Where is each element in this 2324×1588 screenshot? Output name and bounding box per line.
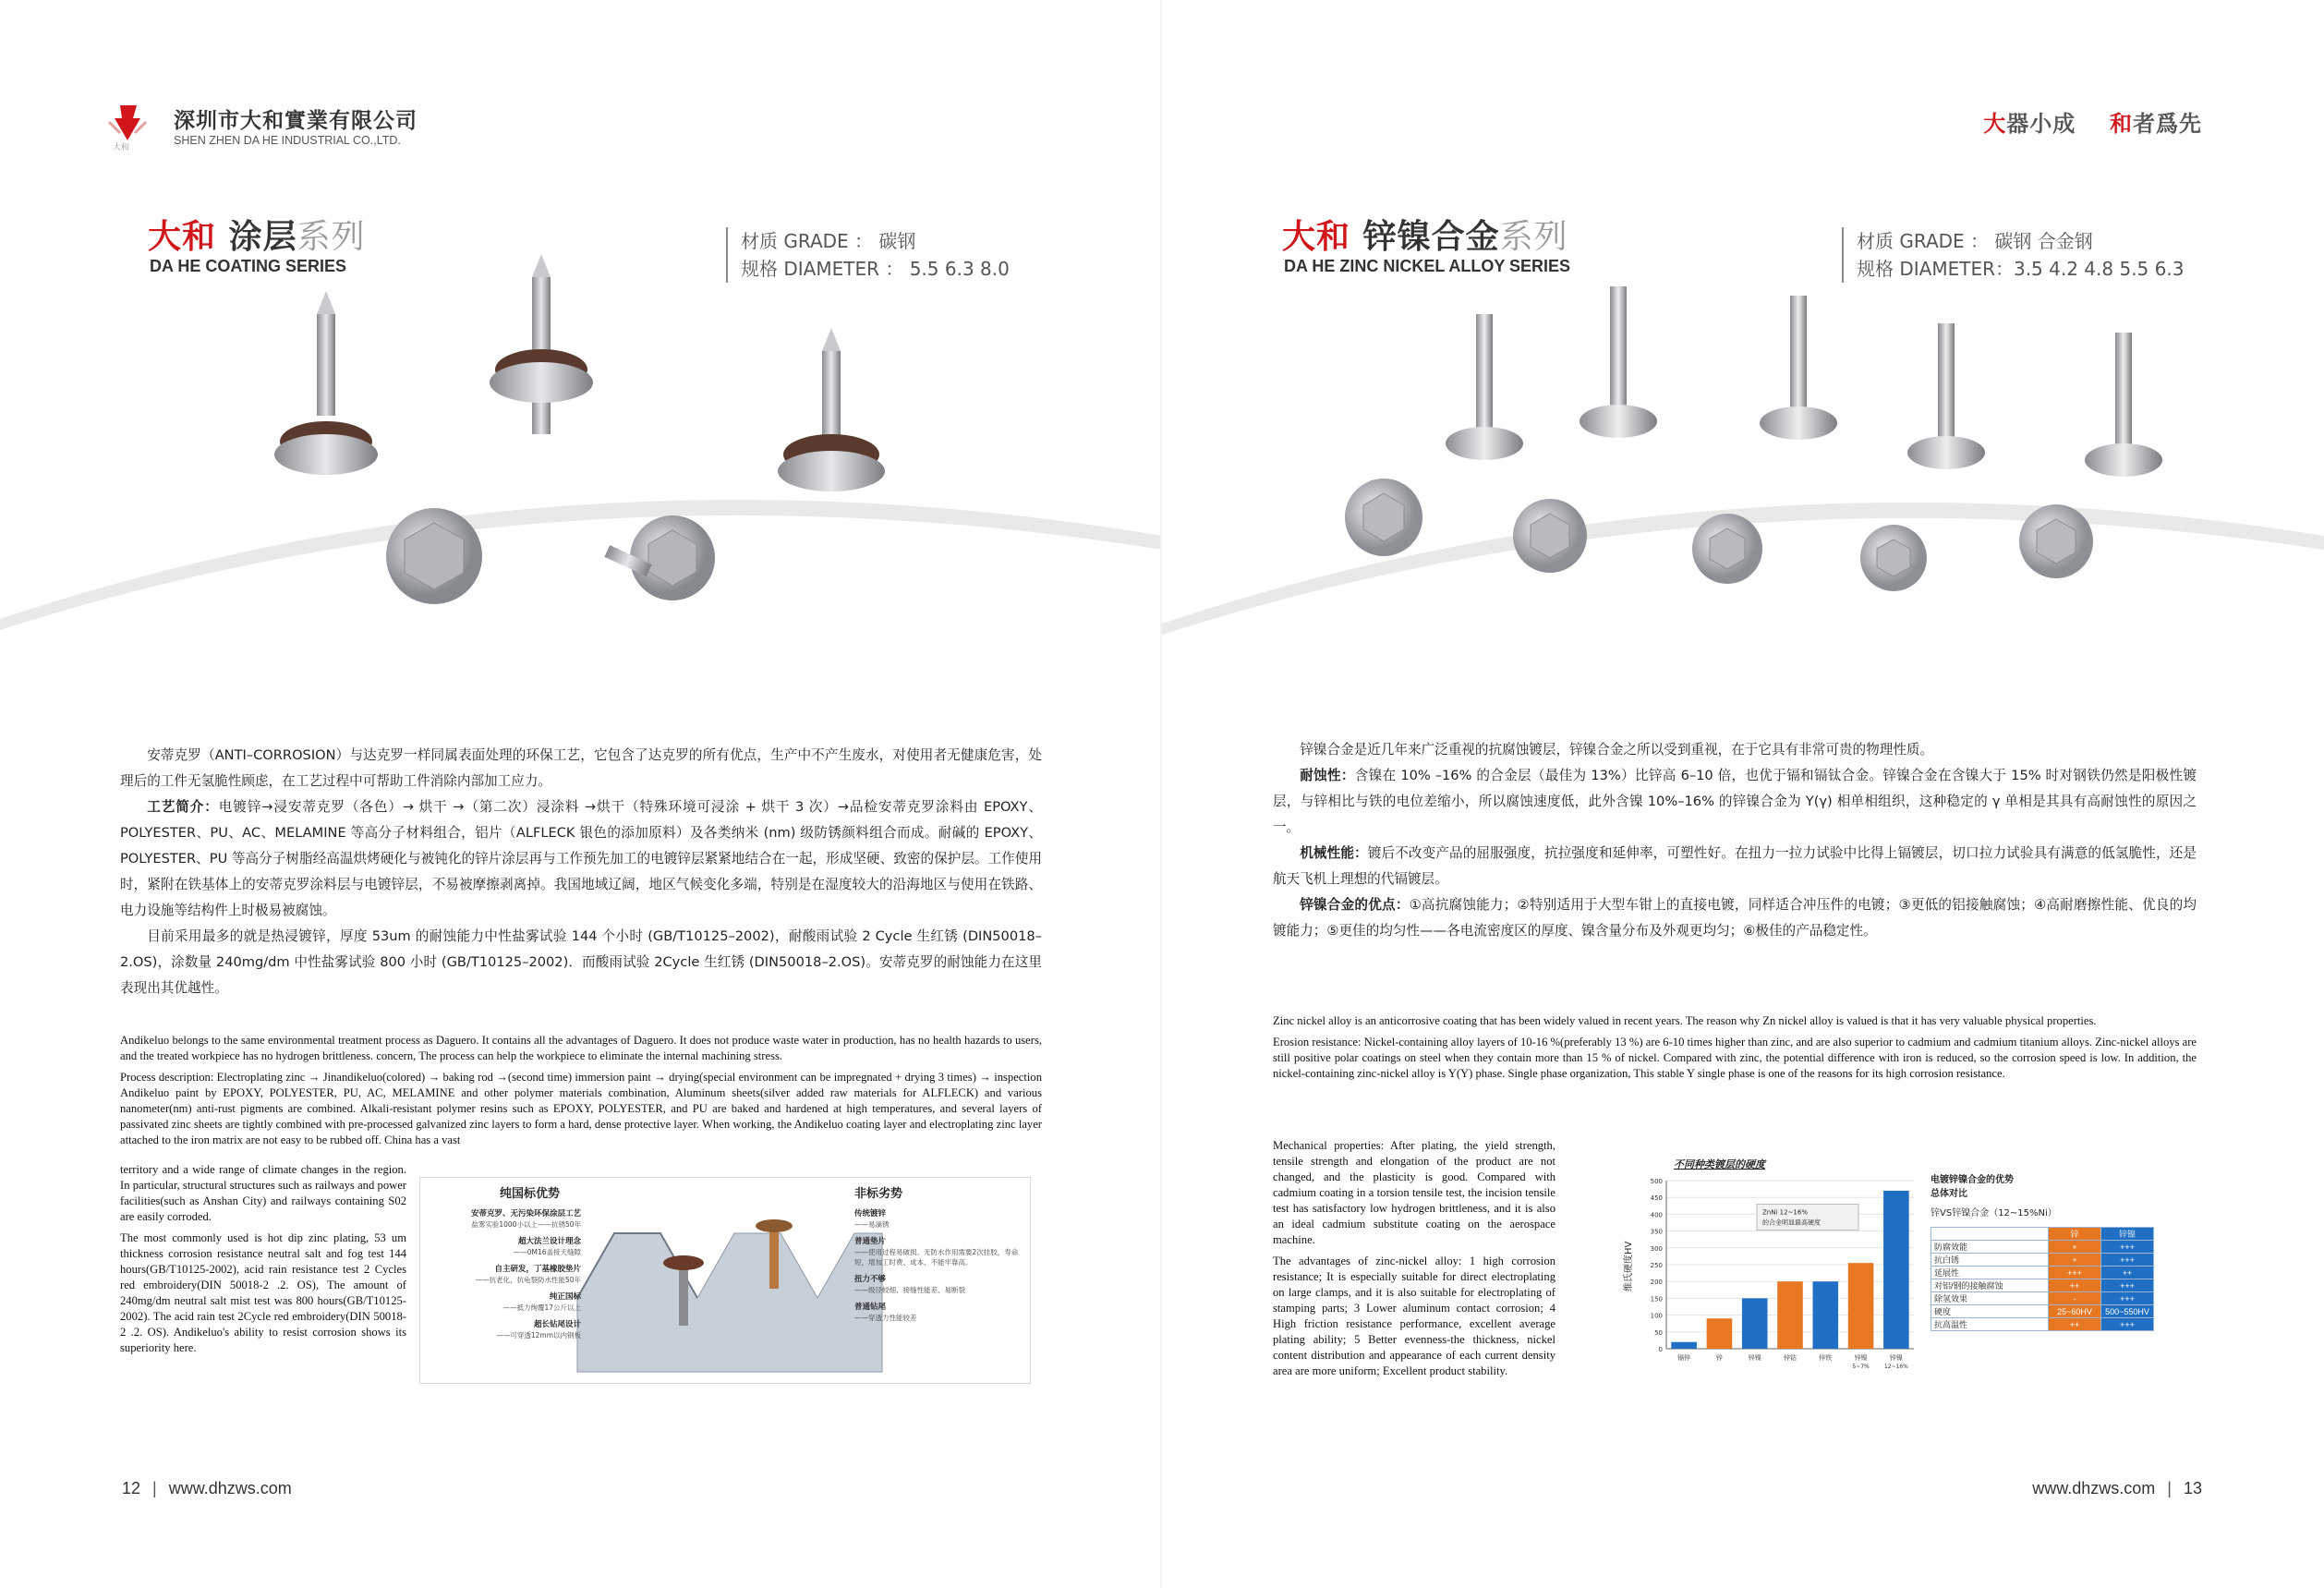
- chart-bar: [1707, 1318, 1733, 1349]
- x-tick-sublabel: 5~7%: [1852, 1364, 1870, 1370]
- zinc-vs-znni-table: [1931, 1227, 2154, 1331]
- table-cell: 对铝/钢的接触腐蚀: [1931, 1279, 2049, 1292]
- y-tick-label: 200: [1650, 1279, 1663, 1287]
- diagram-item: 传统镀锌 ——易滴锈: [854, 1209, 890, 1229]
- y-tick-label: 100: [1650, 1312, 1663, 1320]
- y-tick-label: 0: [1658, 1346, 1663, 1353]
- table-cell: 500~550HV: [2101, 1305, 2154, 1318]
- en-body: [120, 1033, 1042, 1154]
- diagram-title-left: 纯国标优势: [500, 1187, 561, 1201]
- table-cell: -: [2049, 1292, 2101, 1305]
- table-row: [1931, 1292, 2154, 1305]
- table-row: [1931, 1305, 2154, 1318]
- cn-paragraph: 机械性能：镀后不改变产品的屈服强度，抗拉强度和延伸率，可塑性好。在扭力一拉力试验中比得上镉镀层，切口拉力试验具有满意的低氢脆性，还是航天飞机上理想的代镉镀层。: [1273, 845, 2197, 887]
- table-cell: +++: [2101, 1241, 2154, 1254]
- diagram-item: 自主研发，丁基橡胶垫片 ——抗老化，抗龟裂防水性能50年: [475, 1265, 581, 1284]
- table-cell: 抗高温性: [1931, 1318, 2049, 1331]
- en-paragraph: The most commonly used is hot dip zinc plating, 53 um thickness corrosion resistance neutral salt and fog test 144 hours(GB/T10125-2002), acid rain resistance test 2 Cycles red embroidery(DIN 50018-2 .2. OS), The amount of 240mg/dm neutral salt mist test was 800 hours(GB/T10125-2002). The acid rain test 2Cycle red embroidery(DIN 50018-2 .2. OS). Andikeluo's ability to resist corrosion shows its superiority here.: [120, 1231, 406, 1354]
- en-body: [1273, 1013, 2197, 1087]
- table-row: [1931, 1279, 2154, 1292]
- table-header-cell: [1931, 1228, 2049, 1241]
- chart-bar: [1848, 1263, 1874, 1349]
- en-column: [120, 1162, 406, 1362]
- y-tick-label: 250: [1650, 1262, 1663, 1269]
- table-cell: ++: [2049, 1318, 2101, 1331]
- cn-paragraph: 安蒂克罗（ANTI–CORROSION）与达克罗一样同属表面处理的环保工艺，它包含了达克罗的所有优点，生产中不产生废水，对使用者无健康危害，处理后的工件无氢脆性顾虑，在工艺过程中可帮助工件消除内部加工应力。: [120, 747, 1042, 789]
- diameter-text: 规格 DIAMETER ： 5.5 6.3 8.0: [741, 258, 1010, 280]
- diagram-item: 超长钻尾设计 ——可穿透12mm以内钢板: [496, 1320, 581, 1339]
- website-link[interactable]: www.dhzws.com: [2032, 1479, 2156, 1497]
- table-cell: 防腐效能: [1931, 1241, 2049, 1254]
- en-paragraph: Process description: Electroplating zinc → Jinandikeluo(colored) → baking rod →(second time) immersion paint → drying(special environment can be impregnated + drying 3 times) → inspection Andikeluo paint by EPOXY, POLYESTER, PU, AC, MELAMINE and other polymer materials combination, Aluminum sheets(silver added raw materials for ALFLECK) and various nanometer(nm) anti-rust pigments are combined. Alkali-resistant polymer resins such as EPOXY, POLYESTER, and PU are baked and hardened at high temperatures, and several layers of passivated zinc sheets are tightly combined with pre-processed galvanized zinc layers to form a hard, dense protective layer. When working, the Andikeluo coating layer and electroplating zinc layer attached to the iron matrix are not easy to be rubbed off. China has a vast: [120, 1071, 1042, 1146]
- table-cell: 25~60HV: [2049, 1305, 2101, 1318]
- table-cell: ++: [2049, 1279, 2101, 1292]
- chart-annotation: 的合金明显最高硬度: [1762, 1218, 1821, 1227]
- x-tick-label: 锌镍: [1748, 1354, 1761, 1362]
- table-cell: +: [2049, 1241, 2101, 1254]
- company-name-en: SHEN ZHEN DA HE INDUSTRIAL CO.,LTD.: [174, 134, 401, 147]
- series-title: 大和 涂层系列: [148, 218, 366, 256]
- table-cell: +++: [2101, 1292, 2154, 1305]
- series-title: 大和 锌镍合金系列: [1282, 218, 1568, 256]
- table-cell: 硬度: [1931, 1305, 2049, 1318]
- y-tick-label: 400: [1650, 1211, 1663, 1219]
- x-tick-sublabel: 12~16%: [1883, 1364, 1908, 1370]
- chart-bar: [1671, 1342, 1697, 1349]
- hardness-chart-panel: [1618, 1153, 2209, 1395]
- cn-paragraph: 目前采用最多的就是热浸镀锌，厚度 53um 的耐蚀能力中性盐雾试验 144 个小时 (GB/T10125–2002)，耐酸雨试验 2 Cycle 生红锈 (DIN50018–2.OS)，涂数量 240mg/dm 中性盐雾试验 800 小时 (GB/T10125–2002)．而酸雨试验 2Cycle 生红锈 (DIN50018–2.OS)。安蒂克罗的耐蚀能力在这里表现出其优越性。: [120, 928, 1042, 996]
- advantage-diagram: [419, 1177, 1031, 1384]
- y-tick-label: 50: [1654, 1328, 1663, 1337]
- y-tick-label: 150: [1650, 1295, 1663, 1303]
- table-header-cell: 锌镍: [2101, 1228, 2154, 1241]
- x-tick-label: 锌镍: [1854, 1354, 1868, 1362]
- grade-text: 材质 GRADE ： 碳钢: [741, 230, 916, 252]
- cn-paragraph: 锌镍合金的优点：①高抗腐蚀能力；②特别适用于大型车钳上的直接电镀，同样适合冲压件的电镀；③更低的铝接触腐蚀；④高耐磨擦性能、优良的均镀能力；⑤更佳的均匀性——各电流密度区的厚度、镍含量分布及外观更均匀；⑥极佳的产品稳定性。: [1273, 897, 2197, 939]
- en-paragraph: Mechanical properties: After plating, the yield strength, tensile strength and elongation of the product are not changed, and the plasticity is good. Compared with cadmium coating in a torsion tensile test, the incision tensile test has satisfactory low hydrogen brittleness, and it is also an ideal cadmium substitute coating on the aerospace machine.: [1273, 1139, 1555, 1246]
- cn-body: [1273, 737, 2197, 944]
- table-cell: ++: [2101, 1267, 2154, 1279]
- spec-block: [726, 227, 1010, 283]
- table-cell: 延展性: [1931, 1267, 2049, 1279]
- y-tick-label: 300: [1650, 1244, 1663, 1253]
- x-tick-label: 锌: [1715, 1354, 1723, 1362]
- en-paragraph: territory and a wide range of climate changes in the region. In particular, structural structures such as railways and power facilities(such as Anshan City) and railways containing S02 are easily corroded.: [120, 1163, 406, 1223]
- company-logo: [100, 100, 155, 153]
- table-header-row: [1931, 1228, 2154, 1241]
- table-row: [1931, 1241, 2154, 1254]
- x-tick-label: 锌镍: [1889, 1354, 1903, 1362]
- table-row: [1931, 1254, 2154, 1267]
- y-axis-label: 维氏硬度HV: [1624, 1241, 1634, 1291]
- x-tick-label: 锌铁: [1819, 1354, 1833, 1362]
- y-tick-label: 350: [1650, 1228, 1663, 1236]
- diagram-item: 普通垫片 ——使用过程易破损、无防水作用需要2次挂胶，寿命短，增加工时费、成本、不能牢靠高。: [854, 1237, 1019, 1267]
- diagram-item: 普通钻尾 ——穿透力性能较差: [854, 1303, 917, 1322]
- y-tick-label: 500: [1650, 1178, 1663, 1185]
- website-link[interactable]: www.dhzws.com: [168, 1479, 292, 1497]
- logo-small-text: 大和: [113, 143, 130, 152]
- chart-bar: [1883, 1191, 1909, 1349]
- cn-body: [120, 743, 1042, 1001]
- cn-paragraph: 工艺简介：电镀锌→浸安蒂克罗（各色）→ 烘干 →（第二次）浸涂料 →烘干（特殊环境可浸涂 + 烘干 3 次）→品检安蒂克罗涂料由 EPOXY、POLYESTER、PU、AC、MELAMINE 等高分子材料组合，铝片（ALFLECK 银色的添加原料）及各类纳米 (nm) 级防锈颜料组合而成。耐碱的 EPOXY、POLYESTER、PU 等高分子树脂经高温烘烤硬化与被钝化的锌片涂层再与工作预先加工的电镀锌层紧紧地结合在一起，形成坚硬、致密的保护层。工作使用时，紧附在铁基体上的安蒂克罗涂料层与电镀锌层，不易被摩擦剥离掉。我国地域辽阔，地区气候变化多端，特别是在湿度较大的沿海地区与使用在铁路、电力设施等结构件上时极易被腐蚀。: [120, 799, 1042, 918]
- table-cell: +++: [2049, 1267, 2101, 1279]
- table-cell: 除氢效果: [1931, 1292, 2049, 1305]
- page-number: 13: [2183, 1479, 2202, 1497]
- diagram-right-list: [854, 1209, 1021, 1330]
- table-cell: +++: [2101, 1254, 2154, 1267]
- footer-right: www.dhzws.com | 13: [2032, 1479, 2202, 1497]
- x-tick-label: 锌钴: [1784, 1354, 1797, 1362]
- slogan: 大器小成 和者爲先: [1983, 111, 2202, 137]
- table-row: [1931, 1267, 2154, 1279]
- diagram-left-list: [424, 1209, 581, 1348]
- diagram-item: 超大法兰设计理念 ——0M16盖接天缝隙: [513, 1237, 581, 1256]
- table-cell: +++: [2101, 1279, 2154, 1292]
- table-row: [1931, 1318, 2154, 1331]
- diagram-item: 扭力不够 ——级径较细、接缝性能差、易断裂: [854, 1275, 965, 1294]
- table-subtitle: 锌VS锌镍合金（12~15%Ni）: [1931, 1208, 2057, 1218]
- chart-bar: [1742, 1298, 1768, 1349]
- cn-paragraph: 锌镍合金是近几年来广泛重视的抗腐蚀镀层，锌镍合金之所以受到重视，在于它具有非常可贵的物理性质。: [1300, 742, 1934, 758]
- series-title-en: DA HE COATING SERIES: [150, 257, 347, 275]
- table-title: 电镀锌镍合金的优势 总体对比: [1931, 1175, 2014, 1199]
- table-cell: +++: [2101, 1318, 2154, 1331]
- diagram-title-right: 非标劣势: [854, 1187, 903, 1201]
- cn-paragraph: 耐蚀性：含镍在 10% –16% 的合金层（最佳为 13%）比锌高 6–10 倍，也优于镉和镉钛合金。锌镍合金在含镍大于 15% 时对钢铁仍然是阳极性镀层，与锌相比与铁的电位差缩小，所以腐蚀速度低，此外含镍 10%–16% 的锌镍合金为 Y(γ) 相单相组织，这种稳定的 γ 单相是其具有高耐蚀性的原因之一。: [1273, 768, 2197, 835]
- diagram-item: 安蒂克罗、无污染环保涂层工艺 盐雾实验1000小以上——抗锈50年: [470, 1209, 581, 1229]
- en-paragraph: Zinc nickel alloy is an anticorrosive coating that has been widely valued in recent years. The reason why Zn nickel alloy is valued is that it has very valuable physical properties.: [1273, 1014, 2097, 1027]
- table-cell: +: [2049, 1254, 2101, 1267]
- chart-title: 不同种类镀层的硬度: [1674, 1158, 1765, 1170]
- company-name-cn: 深圳市大和實業有限公司: [174, 109, 418, 133]
- chart-bar: [1777, 1281, 1803, 1349]
- table-header-cell: 锌: [2049, 1228, 2101, 1241]
- spec-block: [1842, 227, 2184, 283]
- grade-text: 材质 GRADE ： 碳钢 合金钢: [1857, 230, 2093, 252]
- hardness-chart: [1618, 1153, 1923, 1395]
- diameter-text: 规格 DIAMETER：3.5 4.2 4.8 5.5 6.3: [1857, 258, 2185, 280]
- en-paragraph: Erosion resistance: Nickel-containing alloy layers of 10-16 %(preferably 13 %) are 6-10 times higher than zinc, and are also superior to cadmium and cadmium titanium alloys. Zinc-nickel alloys are still positive polar coatings on steel when they contain more than 15 % of nickel. Compared with zinc, the potential difference with iron is reduced, so the corrosion speed is low. In addition, the nickel-containing zinc-nickel alloy is Y(Y) phase. Single phase organization, This stable Y single phase is one of the reasons for its high corrosion resistance.: [1273, 1036, 2197, 1080]
- chart-annotation: ZnNi 12~16%: [1762, 1208, 1808, 1217]
- en-paragraph: The advantages of zinc-nickel alloy: 1 high corrosion resistance; It is especially suitable for direct electroplating on large clamps, and it is also suitable for electroplating of stamping parts; 3 Lower aluminum contact corrosion; 4 High friction resistance performance, excellent average plating ability; 5 Better evenness-the thickness, nickel content distribution and appearance of each current density area are more uniform; Excellent product stability.: [1273, 1255, 1555, 1377]
- chart-bar: [1813, 1281, 1839, 1349]
- diagram-item: 纯正国标 ——抵力绚覆17公斤以上: [502, 1292, 581, 1312]
- series-title-en: DA HE ZINC NICKEL ALLOY SERIES: [1284, 257, 1571, 275]
- en-column: [1273, 1138, 1555, 1385]
- table-cell: 抗白锈: [1931, 1254, 2049, 1267]
- page-number: 12: [122, 1479, 141, 1497]
- footer-left: 12 | www.dhzws.com: [122, 1479, 292, 1497]
- x-tick-label: 镉锌: [1677, 1354, 1691, 1362]
- en-paragraph: Andikeluo belongs to the same environmental treatment process as Daguero. It contains all the advantages of Daguero. It does not produce waste water in production, has no health hazards to users, and the treated workpiece has no hydrogen brittleness. concern, The process can help the workpiece to eliminate the internal machining stress.: [120, 1034, 1042, 1062]
- y-tick-label: 450: [1650, 1194, 1663, 1203]
